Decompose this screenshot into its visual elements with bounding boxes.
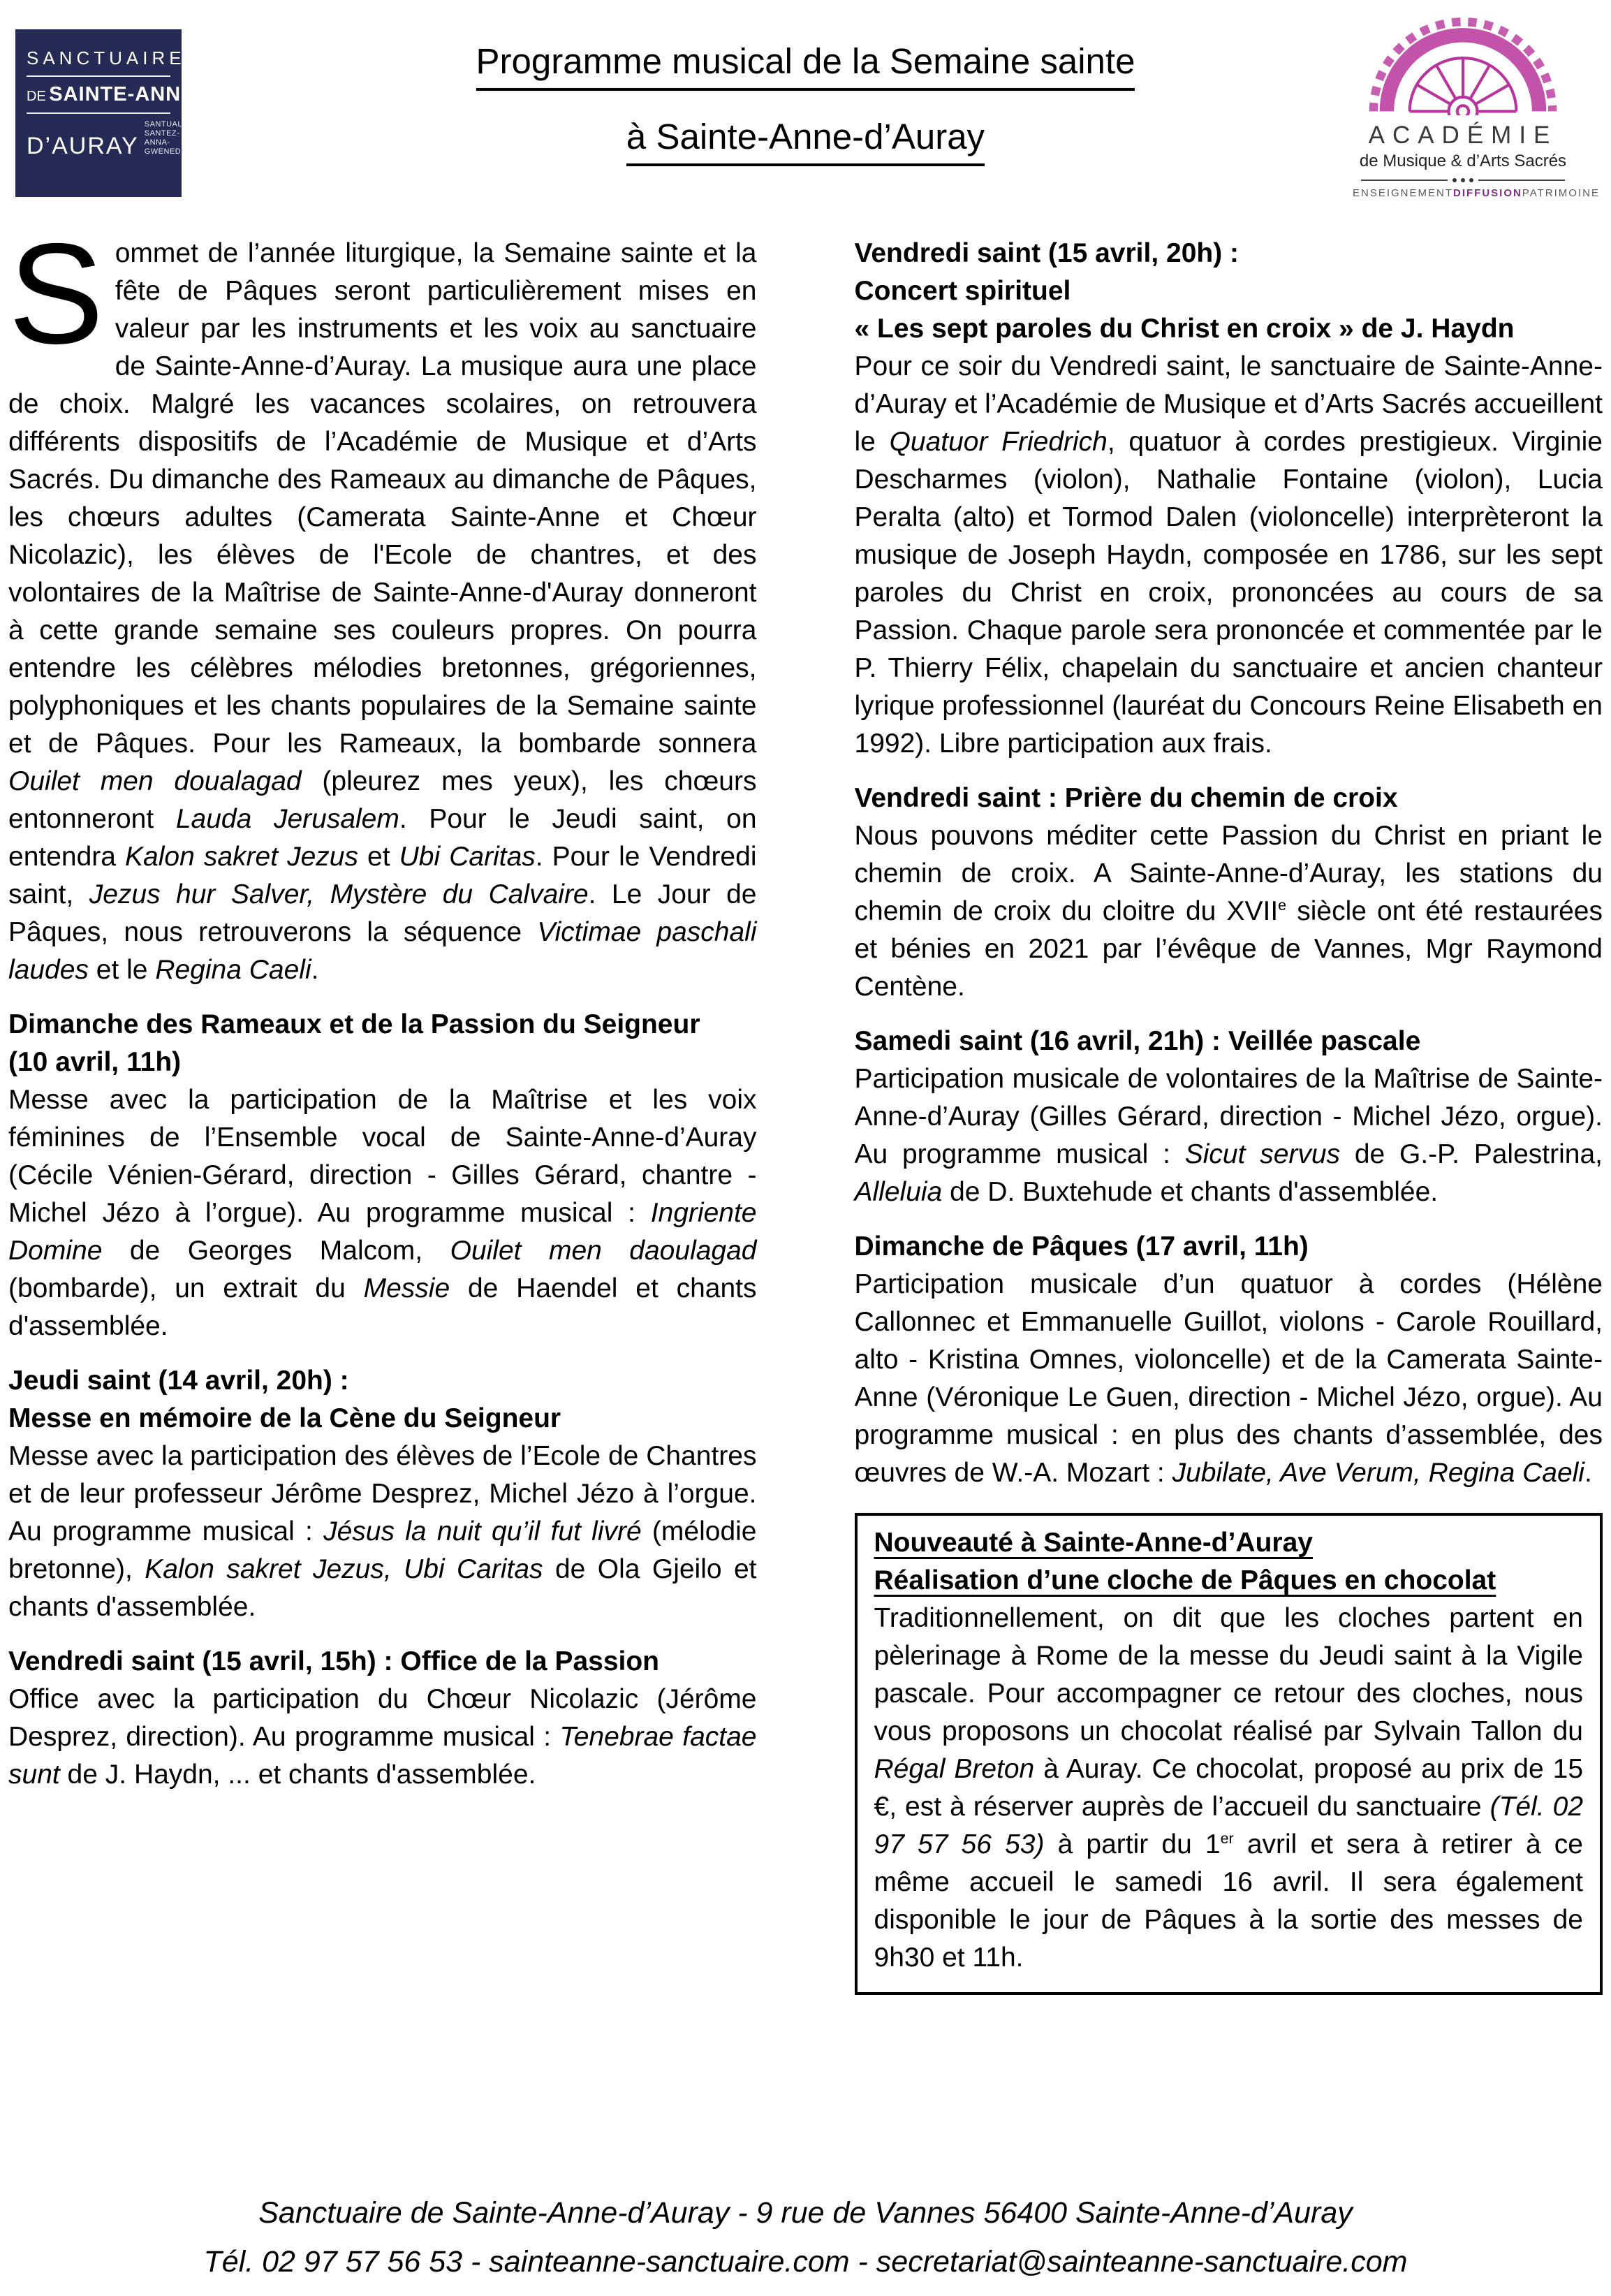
section-concert-heading-line1: Vendredi saint (15 avril, 20h) : <box>854 238 1239 268</box>
page-title-line2: à Sainte-Anne-d’Auray <box>626 116 985 166</box>
logo-divider <box>27 75 170 77</box>
section-veillee-pascale <box>855 1023 1603 1211</box>
section-paques-body: Participation musicale d’un quatuor à cordes (Hélène Callonnec et Emmanuelle Guillot, violons - Carole Rouillard, alto - Kristina Omnes, violoncelle) et de la Camerata Sainte-Anne (Véronique Le Guen, direction - Michel Jézo, orgue). Au programme musical : en plus des chants d’assemblée, des œuvres de W.-A. Mozart : Jubilate, Ave Verum, Regina Caeli. <box>854 1269 1603 1488</box>
sanctuaire-logo-breton-subtitle <box>145 120 182 160</box>
section-chemin-de-croix <box>855 780 1603 1006</box>
three-dots-icon <box>1448 178 1478 182</box>
rose-window-icon <box>1358 8 1568 115</box>
page-title <box>352 41 1260 166</box>
section-rameaux-heading-line2: (10 avril, 11h) <box>8 1047 182 1077</box>
box-body: Traditionnellement, on dit que les cloches partent en pèlerinage à Rome de la messe du Jeudi saint à la Vigile pascale. Pour accompagner ce retour des cloches, nous vous proposons un chocolat réalisé par Sylvain Tallon du Régal Breton à Auray. Ce chocolat, proposé au prix de 15 €, est à réserver auprès de l’accueil du sanctuaire (Tél. 02 97 57 56 53) à partir du 1er avril et sera à retirer à ce même accueil le samedi 16 avril. Il sera également disponible le jour de Pâques à la sortie des messes de 9h30 et 11h. <box>874 1603 1584 1973</box>
academie-logo-divider <box>1361 178 1565 182</box>
section-concert-heading-line2: Concert spirituel <box>854 276 1071 306</box>
academie-logo <box>1351 8 1600 199</box>
tagline-diffusion: DIFFUSION <box>1453 187 1522 199</box>
section-jeudi-saint <box>8 1362 757 1626</box>
section-concert-spirituel <box>855 235 1603 763</box>
two-column-body <box>0 214 1611 1995</box>
section-rameaux-body: Messe avec la participation de la Maîtrise et les voix féminines de l’Ensemble vocal de Sainte-Anne-d’Auray (Cécile Vénien-Gérard, direction - Gilles Gérard, chantre - Michel Jézo à l’orgue). Au programme musical : Ingriente Domine de Georges Malcom, Ouilet men daoulagad (bombarde), un extrait du Messie de Haendel et chants d'assemblée. <box>8 1085 757 1341</box>
section-jeudi-heading-line1: Jeudi saint (14 avril, 20h) : <box>8 1366 349 1396</box>
section-vendredi-office-body: Office avec la participation du Chœur Nicolazic (Jérôme Desprez, direction). Au programme musical : Tenebrae factae sunt de J. Haydn, ... et chants d'assemblée. <box>8 1684 757 1790</box>
sanctuaire-logo-auray: D’AURAY <box>27 133 139 159</box>
academie-logo-subtitle: de Musique & d’Arts Sacrés <box>1359 152 1567 170</box>
sanctuaire-logo-gwened: SANTEZ-ANNA-GWENED <box>144 129 182 156</box>
footer-address: Sanctuaire de Sainte-Anne-d’Auray - 9 rue de Vannes 56400 Sainte-Anne-d’Auray <box>258 2196 1353 2230</box>
sanctuaire-logo-line3 <box>27 120 182 160</box>
section-vendredi-office-heading: Vendredi saint (15 avril, 15h) : Office de la Passion <box>8 1646 660 1676</box>
sanctuaire-logo-line2 <box>27 83 196 106</box>
section-rameaux <box>8 1006 757 1345</box>
sanctuaire-logo <box>15 29 196 197</box>
sanctuaire-logo-de: DE <box>27 89 46 104</box>
section-jeudi-body: Messe avec la participation des élèves de l’Ecole de Chantres et de leur professeur Jérôme Desprez, Michel Jézo à l’orgue. Au programme musical : Jésus la nuit qu’il fut livré (mélodie bretonne), Kalon sakret Jezus, Ubi Caritas de Ola Gjeilo et chants d'assemblée. <box>8 1441 757 1622</box>
section-paques-heading: Dimanche de Pâques (17 avril, 11h) <box>854 1231 1309 1262</box>
section-veillee-body: Participation musicale de volontaires de la Maîtrise de Sainte-Anne-d’Auray (Gilles Gérard, direction - Michel Jézo, orgue). Au programme musical : Sicut servus de G.-P. Palestrina, Alleluia de D. Buxtehude et chants d'assemblée. <box>854 1064 1603 1207</box>
chocolate-bell-box <box>855 1513 1603 1995</box>
sanctuaire-logo-sainte-anne: SAINTE-ANNE <box>49 83 196 105</box>
section-vendredi-office <box>8 1643 757 1794</box>
tagline-patrimoine: PATRIMOINE <box>1522 187 1600 199</box>
left-column <box>8 214 757 1995</box>
page-footer <box>0 2188 1611 2286</box>
tagline-enseignement: ENSEIGNEMENT <box>1353 187 1454 199</box>
section-chemin-body: Nous pouvons méditer cette Passion du Christ en priant le chemin de croix. A Sainte-Anne-d’Auray, les stations du chemin de croix du cloitre du XVIIe siècle ont été restaurées et bénies en 2021 par l’évêque de Vannes, Mgr Raymond Centène. <box>854 821 1603 1002</box>
section-veillee-heading: Samedi saint (16 avril, 21h) : Veillée pascale <box>854 1026 1421 1056</box>
section-jeudi-heading-line2: Messe en mémoire de la Cène du Seigneur <box>8 1403 561 1433</box>
right-column <box>855 235 1603 1995</box>
box-heading-line1: Nouveauté à Sainte-Anne-d’Auray <box>874 1528 1313 1558</box>
section-rameaux-heading-line1: Dimanche des Rameaux et de la Passion du Seigneur <box>8 1009 700 1039</box>
sanctuaire-logo-santual: SANTUAL <box>144 120 182 129</box>
section-concert-heading-line3: « Les sept paroles du Christ en croix » de J. Haydn <box>854 314 1515 344</box>
drop-cap: S <box>8 214 104 374</box>
section-dimanche-paques <box>855 1228 1603 1492</box>
page-title-line1: Programme musical de la Semaine sainte <box>476 41 1135 91</box>
box-heading-line2: Réalisation d’une cloche de Pâques en chocolat <box>874 1565 1496 1595</box>
logo-divider <box>27 112 170 114</box>
footer-contact: Tél. 02 97 57 56 53 - sainteanne-sanctuaire.com - secretariat@sainteanne-sanctuaire.com <box>203 2245 1408 2279</box>
academie-logo-name: ACADÉMIE <box>1368 122 1558 149</box>
sanctuaire-logo-line1: SANCTUAIRE <box>27 47 186 68</box>
page-header <box>0 0 1611 210</box>
intro-paragraph: Sommet de l’année liturgique, la Semaine sainte et la fête de Pâques seront particulièrement mises en valeur par les instruments et les voix au sanctuaire de Sainte-Anne-d’Auray. La musique aura une place de choix. Malgré les vacances scolaires, on retrouvera différents dispositifs de l’Académie de Musique et d’Arts Sacrés. Du dimanche des Rameaux au dimanche de Pâques, les chœurs adultes (Camerata Sainte-Anne et Chœur Nicolazic), les élèves de l'Ecole de chantres, et des volontaires de la Maîtrise de Sainte-Anne-d'Auray donneront à cette grande semaine ses couleurs propres. On pourra entendre les célèbres mélodies bretonnes, grégoriennes, polyphoniques et les chants populaires de la Semaine sainte et de Pâques. Pour les Rameaux, la bombarde sonnera Ouilet men doualagad (pleurez mes yeux), les chœurs entonneront Lauda Jerusalem. Pour le Jeudi saint, on entendra Kalon sakret Jezus et Ubi Caritas. Pour le Vendredi saint, Jezus hur Salver, Mystère du Calvaire. Le Jour de Pâques, nous retrouverons la séquence Victimae paschali laudes et le Regina Caeli. <box>8 214 757 985</box>
section-concert-body: Pour ce soir du Vendredi saint, le sanctuaire de Sainte-Anne-d’Auray et l’Académie de Musique et d’Arts Sacrés accueillent le Quatuor Friedrich, quatuor à cordes prestigieux. Virginie Descharmes (violon), Nathalie Fontaine (violon), Lucia Peralta (alto) et Tormod Dalen (violoncelle) interprèteront la musique de Joseph Haydn, composée en 1786, sur les sept paroles du Christ en croix, prononcées au cours de sa Passion. Chaque parole sera prononcée et commentée par le P. Thierry Félix, chapelain du sanctuaire et ancien chanteur lyrique professionnel (lauréat du Concours Reine Elisabeth en 1992). Libre participation aux frais. <box>854 351 1603 759</box>
section-chemin-heading: Vendredi saint : Prière du chemin de croix <box>854 783 1398 813</box>
academie-logo-tagline <box>1351 187 1600 199</box>
